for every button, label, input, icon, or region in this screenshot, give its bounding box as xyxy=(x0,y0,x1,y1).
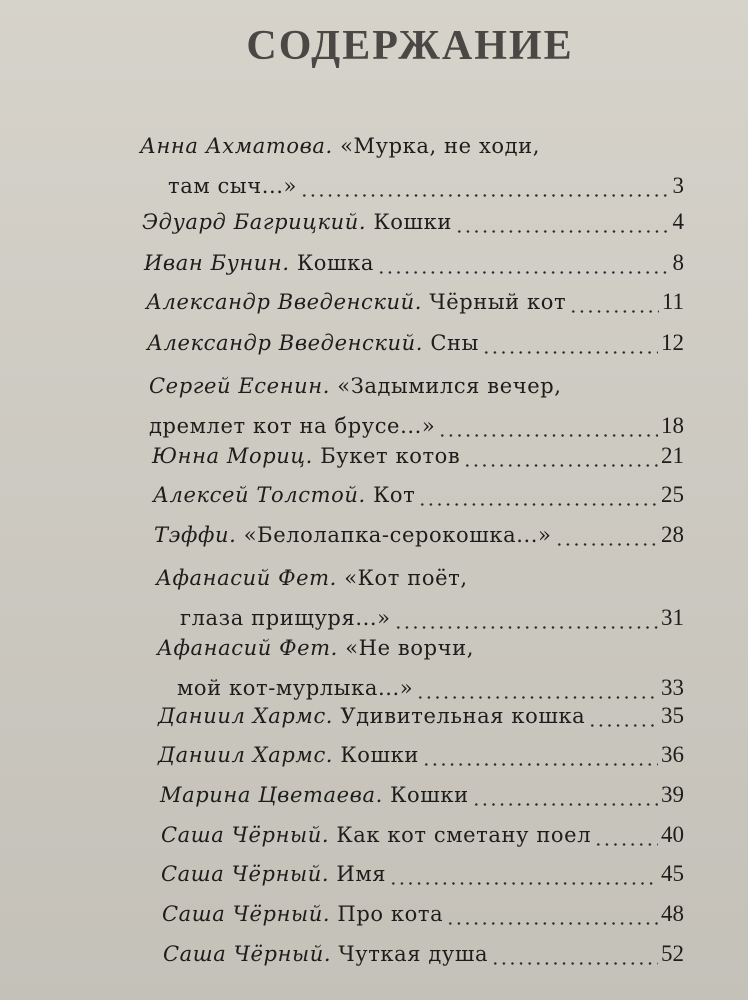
toc-page-number: 12 xyxy=(661,330,684,355)
toc-author: Афанасий Фет. xyxy=(157,636,338,660)
dot-leader xyxy=(300,194,670,197)
toc-title: Кот xyxy=(373,483,416,507)
toc-page-number: 48 xyxy=(661,901,684,926)
toc-author: Алексей Толстой. xyxy=(153,483,366,507)
toc-author: Александр Введенский. xyxy=(146,290,423,314)
toc-entry xyxy=(154,515,684,555)
dot-leader xyxy=(491,962,658,965)
toc-page-number: 33 xyxy=(661,675,684,700)
toc-page-number: 18 xyxy=(661,413,684,438)
toc-title: Чуткая душа xyxy=(338,942,489,966)
dot-leader xyxy=(588,724,658,727)
toc-entry xyxy=(152,436,684,476)
toc-page-number: 31 xyxy=(661,605,684,630)
toc-author: Иван Бунин. xyxy=(144,251,290,275)
toc-title: Кошка xyxy=(296,251,375,275)
toc-page-number: 45 xyxy=(661,861,684,886)
dot-leader xyxy=(377,271,669,274)
toc-title-continuation: дремлет кот на брусе...» xyxy=(149,414,436,438)
toc-title: Про кота xyxy=(337,902,444,926)
toc-author: Александр Введенский. xyxy=(147,331,424,355)
toc-author: Юнна Мориц. xyxy=(152,444,313,468)
toc-entry xyxy=(142,202,684,242)
dot-leader xyxy=(594,843,658,846)
toc-title: Имя xyxy=(336,862,387,886)
toc-author: Марина Цветаева. xyxy=(160,783,383,807)
toc-page-number: 4 xyxy=(672,209,684,234)
toc-entry xyxy=(158,735,684,775)
toc-author: Анна Ахматова. xyxy=(140,134,333,158)
toc-title: «Кот поёт, xyxy=(344,566,468,590)
toc-entry xyxy=(153,475,684,515)
toc-entry xyxy=(149,366,684,446)
toc-entry xyxy=(161,854,684,894)
toc-title: Кошки xyxy=(373,210,452,234)
toc-title: Как кот сметану поел xyxy=(336,823,592,847)
dot-leader xyxy=(482,351,658,354)
toc-author: Саша Чёрный. xyxy=(161,823,330,847)
toc-page-number: 11 xyxy=(661,289,684,314)
toc-author: Сергей Есенин. xyxy=(149,374,330,398)
toc-title: Сны xyxy=(430,331,479,355)
toc-page-number: 40 xyxy=(661,822,684,847)
toc-entry-second-line xyxy=(140,166,684,206)
dot-leader xyxy=(472,803,658,806)
toc-title-continuation: мой кот-мурлыка...» xyxy=(177,676,414,700)
toc-title: Чёрный кот xyxy=(429,290,567,314)
dot-leader xyxy=(555,543,658,546)
toc-page-number: 28 xyxy=(661,522,684,547)
toc-author: Даниил Хармс. xyxy=(158,743,334,767)
toc-entry xyxy=(160,775,684,815)
dot-leader xyxy=(455,230,670,233)
toc-page-number: 21 xyxy=(661,443,684,468)
toc-entry xyxy=(140,126,684,206)
dot-leader xyxy=(418,503,658,506)
toc-entry xyxy=(146,282,684,322)
toc-page-number: 36 xyxy=(661,742,684,767)
toc-title: «Белолапка-серокошка...» xyxy=(243,523,552,547)
toc-page-number: 25 xyxy=(661,482,684,507)
toc-author: Даниил Хармс. xyxy=(158,704,334,728)
toc-page-number: 52 xyxy=(661,941,684,966)
toc-author: Эдуард Багрицкий. xyxy=(142,210,367,234)
toc-page-number: 39 xyxy=(661,782,684,807)
toc-title: «Задымился вечер, xyxy=(337,374,562,398)
dot-leader xyxy=(422,763,658,766)
toc-page-number: 3 xyxy=(672,173,684,198)
toc-title: «Не ворчи, xyxy=(345,636,474,660)
toc-author: Тэффи. xyxy=(154,523,237,547)
toc-entry xyxy=(163,934,684,974)
toc-author: Саша Чёрный. xyxy=(162,902,331,926)
toc-entry xyxy=(156,558,684,638)
dot-leader xyxy=(463,464,658,467)
dot-leader xyxy=(389,882,658,885)
toc-title: Букет котов xyxy=(320,444,461,468)
toc-entry xyxy=(162,894,684,934)
toc-entry xyxy=(147,323,684,363)
toc-page-number: 8 xyxy=(672,250,684,275)
toc-entry xyxy=(158,696,684,736)
dot-leader xyxy=(446,922,658,925)
page-title: СОДЕРЖАНИЕ xyxy=(246,23,574,69)
toc-title: Удивительная кошка xyxy=(340,704,586,728)
toc-title-continuation: глаза прищуря...» xyxy=(180,606,391,630)
toc-title: Кошки xyxy=(390,783,469,807)
toc-entry xyxy=(161,815,684,855)
toc-author: Саша Чёрный. xyxy=(163,942,332,966)
toc-title-continuation: там сыч...» xyxy=(168,174,297,198)
toc-title: «Мурка, не ходи, xyxy=(340,134,541,158)
toc-entry xyxy=(144,243,684,283)
dot-leader xyxy=(569,310,659,313)
toc-author: Афанасий Фет. xyxy=(156,566,337,590)
toc-entry-first-line xyxy=(140,126,684,166)
toc-title: Кошки xyxy=(340,743,419,767)
toc-page-number: 35 xyxy=(661,703,684,728)
toc-author: Саша Чёрный. xyxy=(161,862,330,886)
